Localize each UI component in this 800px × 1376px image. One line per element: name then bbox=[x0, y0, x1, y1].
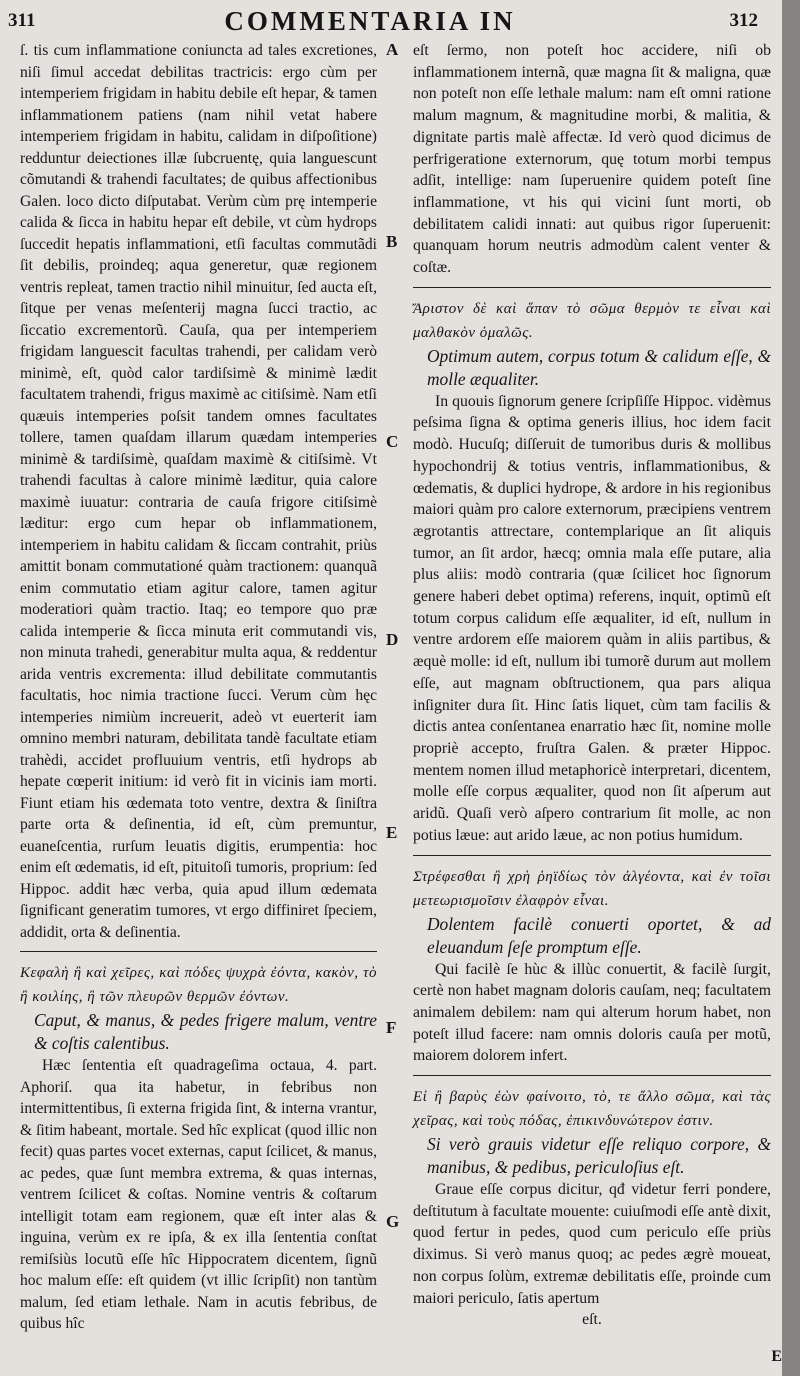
greek-aphorism: Στρέφεσθαι ἢ χρὴ ῥηϊδίως τὸν ἀλγέοντα, καὶ ἐν τοῖσι μετεωρισμοῖσιν ἐλαφρὸν εἶναι. bbox=[413, 868, 771, 909]
greek-aphorism: Κεφαλὴ ἢ καὶ χεῖρες, καὶ πόδες ψυχρὰ ἐόντα, κακὸν, τὸ ἢ κοιλίης, ἢ τῶν πλευρῶν θερμῶν ἐόντων. bbox=[20, 965, 377, 1005]
section-rule bbox=[413, 287, 771, 288]
body-paragraph: In quouis ſignorum genere ſcripſiſſe Hippoc. vidèmus peſsima ſigna & optima generis illius, hoc idem facit modò. Hucuſq; diſſeruit de tumoribus duris & mollibus hypochondrij & totius ventris, inflammationibus, & œdematis, & duplici hydrope, & ardore in his regionibus maiori quàm pro calore externorum, præcipiens ventrem ægrotantis attrectare, contemplarique an ſit aliquis tumor, an ſit ardor, hæcq; omnia mala eſſe putare, alia plus aliis: modò contraria (quæ ſcilicet hoc ſignorum genere haberi debet optima) referens, inquit, optimũ eſt totum corpus calidum eſſe æqualiter, id eſt, nullum in ventre ardorem eſſe maiorem quàm in aliis partibus, & æquè molle: id eſt, nullum ibi tumorẽ durum aut mollem eſſe, aut magnam obſtructionem, qua pars aliqua inſigniter dura ſit. Hinc ſatis liquet, cùm tam facilis & dictis antea conſentanea enarratio hæc ſit, nomine molle propriè accepto, fruſtra Galen. & præter Hippoc. mentem nomen illud metaphoricè interpretari, dicentem, molle eſſe corpus æqualiter, quod non ſit aſperum aut aridũ. Quaſi verò aſpero contrarium ſit molle, ac non potius læue: aut arido læue, ac non potius humidum. bbox=[413, 392, 771, 844]
right-column bbox=[413, 40, 771, 1331]
body-paragraph: ſ. tis cum inflammatione coniuncta ad tales excretiones, niſi ſimul accedat debilitas tractricis: ergo cùm per intemperiem frigidam in habitu debile eſt hepar, & tamen inflammationem patiens (nam nihil vetat habere intemperiem frigidam in habitu, calidam in diſpoſitione) redduntur deiectiones illæ ſubcruentę, quia languescunt cõmutandi & trahendi facultates; de quibus affectionibus Galen. loco dicto diſputabat. Verùm cùm prę intemperie calida & ſicca in habitu hepar eſt debile, vt cùm hydrops ſuccedit hepatis inflammationi, etſi facultas commutãdi ſit debilis, proindeq; aqua generetur, quæ regionem ventris repleat, tamen tractio nihil minuitur, ſed aucta eſt, ſitque per venas meſenterij magna ſucci tractio, ac ſiccatio excrementorũ. Cauſa, qua per intemperiem frigidam languescit facultas trahendi, per calidam verò minimè, eſt, quòd calor tardiſsimè & minimè lædit facultatem trahendi, frigus maximè ac citiſsimè. Nam etſi quæuis intemperies poſsit tandem omnes facultates tollere, tamen quaſdam illarum quædam intemperies minimè & tardiſsimè, quaſdam maximè & citiſsimè. Vt trahendi facultas à calore minimè læditur, quia calore maximè iuuatur: contraria de cauſa frigore citiſsimè læditur: ergo cum hepar ob inflammationem, intemperiem in habitu calidam & ſiccam contrahit, priùs amittit bonam commutationé quàm tractionem: quanquã enim commutatio etiam agitur calore, tamen agitur moderatiori quàm tractio. Itaq; eo tempore quo præ calida intemperie & ſicca minuta erit commutandi vis, non minuta trahedi, generabitur multa aqua, & reddentur arida ventris excrementa: illud debilitate commutantis facultatis, hoc nimia tractione ſucci. Verum cùm hęc intemperies nimiùm increuerit, adeò vt euerterit iam omnino membri naturam, debilitata tandè facultate etiam trahèdi, accidet profluuium ventris, etſi hydrops ab hepate cœperit initium: id verò fit in vicinis iam morti. Fiunt etiam his œdemata toto ventre, dextra & ſiniſtra parte orta & deſinentia, id eſt, cùm premuntur, euaneſcentia, rurſum leuatis digitis, erumpentia: hoc enim eſt œdematis, id eſt, pituitoſi tumoris, proprium: ſed Hippoc. addit hæc verba, quia apud illum œdemata ſignificant generatim tumores, vt ergo diffiniret ſpeciem, addidit, orta & deſinentia. bbox=[20, 42, 377, 941]
margin-letter: C bbox=[386, 432, 399, 451]
body-paragraph: Hæc ſententia eſt quadrageſima octaua, 4. part. Aphoriſ. qua ita habetur, in febribus non intermittentibus, ſi externa frigida ſint, & interna vrantur, & ſitim habeant, mortale. Sed hîc explicat (quod illic non fecit) quas partes vocet externas, caput ſcilicet, & manus, ac pedes, quæ ſunt membra extrema, & quas internas, ventrem ſcilicet & coſtas. Nomine ventris & coſtarum intelligit totam eam regionem, quæ eſt inter alas & inguina, verùm ex re ipſa, & ex illa ſententia conſtat remiſsiùs locutũ eſſe hîc Hippocratem dicentem, ſignũ hoc malum eſſe: eſt quidem (vt illic ſcripſit) non tantùm malum, ſed etiam lethale. Nam in acutis febribus, de quibus hîc bbox=[20, 1057, 377, 1332]
section-rule bbox=[413, 1075, 771, 1076]
section-rule bbox=[20, 951, 377, 952]
body-paragraph: eſt ſermo, non poteſt hoc accidere, niſi ob inflammationem internã, quæ magna ſit & maligna, quæ non poteſt non eſſe lethale malum: nam eſt omni ratione malum magnum, & magnitudine morbi, & malitia, & dignitate partis malè affectæ. Id verò quod dicimus de perfrigeratione externorum, quę totum morbi tempus adſit, intellige: nam ſuperuenire quidem poteſt ſine inflammatione, vt his qui vicini ſunt morti, ob debilitatem calidi innati: aut quibus rigor ſuperuenit: quanquam horum neutris admodùm calent venter & coſtæ. bbox=[413, 42, 771, 277]
body-paragraph: Qui facilè ſe hùc & illùc conuertit, & facilè ſurgit, certè non habet magnam doloris cauſam, neq; facultatem animalem debilem: nam qui alterum horum habet, non poteſt illud facere: nam omnis doloris cauſa per motũ, maiorem dolorem infert. bbox=[413, 960, 771, 1065]
margin-letter: A bbox=[386, 40, 399, 59]
right-page-number: 312 bbox=[729, 10, 758, 31]
latin-lemma: Caput, & manus, & pedes frigere malum, ventre & coſtis calentibus. bbox=[34, 1010, 377, 1053]
left-column bbox=[20, 40, 377, 1335]
page-edge-shadow bbox=[782, 0, 800, 1376]
latin-lemma: Dolentem facilè conuerti oportet, & ad eleuandum ſeſe promptum eſſe. bbox=[427, 913, 771, 957]
paragraph-ending: eſt. bbox=[582, 1311, 602, 1329]
latin-lemma: Optimum autem, corpus totum & calidum eſſe, & molle æqualiter. bbox=[427, 345, 771, 389]
margin-letter: G bbox=[386, 1212, 400, 1231]
section-rule bbox=[413, 855, 771, 856]
greek-aphorism: Ἄριστον δὲ καὶ ἅπαν τὸ σῶμα θερμὸν τε εἶναι καὶ μαλθακὸν ὁμαλῶς. bbox=[413, 300, 771, 341]
greek-aphorism: Εἰ ἢ βαρὺς ἐὼν φαίνοιτο, τὸ, τε ἄλλο σῶμα, καὶ τὰς χεῖρας, καὶ τοὺς πόδας, ἐπικινδυνώτερον ἐστιν. bbox=[413, 1089, 771, 1130]
running-head: COMMENTARIA IN bbox=[224, 6, 516, 36]
margin-letter: B bbox=[386, 232, 398, 251]
latin-lemma: Si verò grauis videtur eſſe reliquo corpore, & manibus, & pedibus, periculoſius eſt. bbox=[427, 1134, 771, 1178]
body-paragraph: Graue eſſe corpus dicitur, qđ videtur ferri pondere, deſtitutum à facultate mouente: cuiuſmodi eſſe antè dixit, quod fertur in pedes, quod cum periculo eſſe priùs diximus. Si verò manus quoq; ac pedes ægrè moueat, non corpus ſolùm, extremæ debilitatis eſſe, proinde cum maiori periculo, ſatis apertum bbox=[413, 1181, 771, 1307]
left-page-number: 311 bbox=[8, 10, 36, 31]
margin-letter: F bbox=[386, 1018, 397, 1037]
margin-letter: E bbox=[386, 823, 398, 842]
margin-letter: D bbox=[386, 630, 399, 649]
catchword: E bbox=[771, 1348, 782, 1365]
